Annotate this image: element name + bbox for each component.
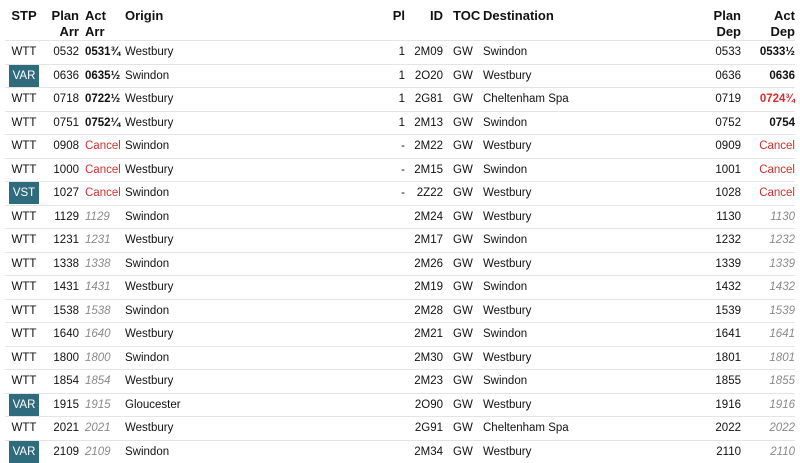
destination-cell: Swindon: [483, 111, 703, 135]
toc-cell: GW: [453, 417, 483, 441]
toc-cell: GW: [453, 229, 483, 253]
col-header-plan-arr[interactable]: Plan Arr: [43, 0, 79, 41]
stp-cell: [5, 323, 43, 347]
stp-cell: [5, 299, 43, 323]
origin-cell: Swindon: [125, 299, 375, 323]
stp-badge: VST: [9, 182, 39, 204]
plan-dep-cell: 1801: [703, 346, 751, 370]
platform-cell: [375, 393, 405, 417]
act-dep-cell: 1232: [751, 229, 795, 253]
stp-badge: WTT: [8, 276, 41, 298]
stp-badge: WTT: [8, 159, 41, 181]
destination-cell: Westbury: [483, 346, 703, 370]
act-dep-cell: 1801: [751, 346, 795, 370]
plan-arr-cell: 1854: [43, 370, 79, 394]
origin-cell: Westbury: [125, 158, 375, 182]
act-arr-cell: 1231: [79, 229, 125, 253]
headcode-cell: 2M24: [405, 205, 453, 229]
destination-cell: Swindon: [483, 276, 703, 300]
headcode-cell: 2O20: [405, 64, 453, 88]
platform-cell: -: [375, 182, 405, 206]
table-row[interactable]: [5, 111, 795, 135]
act-dep-cell: 0636: [751, 64, 795, 88]
col-header-id[interactable]: ID: [405, 0, 453, 41]
plan-arr-cell: 2109: [43, 440, 79, 463]
plan-arr-cell: 0718: [43, 88, 79, 112]
stp-badge: WTT: [8, 41, 41, 63]
table-row[interactable]: [5, 158, 795, 182]
stp-cell: [5, 182, 43, 206]
plan-arr-cell: 1000: [43, 158, 79, 182]
stp-cell: [5, 41, 43, 65]
headcode-cell: 2M26: [405, 252, 453, 276]
act-dep-cell: 0754: [751, 111, 795, 135]
headcode-cell: 2M09: [405, 41, 453, 65]
table-row[interactable]: [5, 41, 795, 65]
headcode-cell: 2M13: [405, 111, 453, 135]
col-header-toc[interactable]: TOC: [453, 0, 483, 41]
act-arr-cell: Cancel: [79, 135, 125, 159]
act-dep-cell: 0724¾: [751, 88, 795, 112]
destination-cell: Westbury: [483, 440, 703, 463]
origin-cell: Swindon: [125, 64, 375, 88]
origin-cell: Westbury: [125, 370, 375, 394]
destination-cell: Swindon: [483, 41, 703, 65]
stp-cell: [5, 64, 43, 88]
table-row[interactable]: [5, 440, 795, 463]
stp-cell: [5, 393, 43, 417]
act-arr-cell: 1431: [79, 276, 125, 300]
plan-dep-cell: 1432: [703, 276, 751, 300]
stp-badge: WTT: [8, 347, 41, 369]
plan-dep-cell: 0533: [703, 41, 751, 65]
destination-cell: Westbury: [483, 182, 703, 206]
origin-cell: Westbury: [125, 323, 375, 347]
platform-cell: [375, 323, 405, 347]
platform-cell: -: [375, 135, 405, 159]
destination-cell: Westbury: [483, 393, 703, 417]
stp-badge: WTT: [8, 370, 41, 392]
destination-cell: Westbury: [483, 299, 703, 323]
plan-arr-cell: 0908: [43, 135, 79, 159]
toc-cell: GW: [453, 88, 483, 112]
act-arr-cell: 1129: [79, 205, 125, 229]
origin-cell: Westbury: [125, 276, 375, 300]
act-arr-cell: Cancel: [79, 182, 125, 206]
toc-cell: GW: [453, 346, 483, 370]
act-arr-cell: 0722½: [79, 88, 125, 112]
table-row[interactable]: [5, 276, 795, 300]
plan-arr-cell: 1338: [43, 252, 79, 276]
act-arr-cell: 2109: [79, 440, 125, 463]
table-header-row: [5, 0, 795, 41]
origin-cell: Westbury: [125, 229, 375, 253]
table-row[interactable]: [5, 252, 795, 276]
stp-badge: VAR: [9, 441, 40, 463]
destination-cell: Swindon: [483, 370, 703, 394]
toc-cell: GW: [453, 440, 483, 463]
table-row[interactable]: [5, 346, 795, 370]
platform-cell: [375, 229, 405, 253]
plan-dep-cell: 2022: [703, 417, 751, 441]
platform-cell: [375, 205, 405, 229]
act-arr-cell: 2021: [79, 417, 125, 441]
act-dep-cell: 0533½: [751, 41, 795, 65]
act-dep-cell: 1339: [751, 252, 795, 276]
table-row[interactable]: [5, 182, 795, 206]
toc-cell: GW: [453, 276, 483, 300]
plan-dep-cell: 1916: [703, 393, 751, 417]
headcode-cell: 2M28: [405, 299, 453, 323]
stp-badge: WTT: [8, 206, 41, 228]
destination-cell: Swindon: [483, 158, 703, 182]
plan-arr-cell: 0532: [43, 41, 79, 65]
plan-dep-cell: 1339: [703, 252, 751, 276]
headcode-cell: 2M22: [405, 135, 453, 159]
act-arr-cell: 1640: [79, 323, 125, 347]
toc-cell: GW: [453, 252, 483, 276]
platform-cell: 1: [375, 88, 405, 112]
table-row[interactable]: [5, 323, 795, 347]
stp-badge: WTT: [8, 112, 41, 134]
table-row[interactable]: [5, 393, 795, 417]
origin-cell: Westbury: [125, 41, 375, 65]
stp-badge: WTT: [8, 253, 41, 275]
stp-badge: WTT: [8, 323, 41, 345]
platform-cell: [375, 440, 405, 463]
col-header-act-arr[interactable]: Act Arr: [79, 0, 125, 41]
table-row[interactable]: [5, 229, 795, 253]
act-dep-cell: Cancel: [751, 182, 795, 206]
toc-cell: GW: [453, 41, 483, 65]
table-row[interactable]: [5, 370, 795, 394]
plan-dep-cell: 1028: [703, 182, 751, 206]
toc-cell: GW: [453, 158, 483, 182]
plan-arr-cell: 0636: [43, 64, 79, 88]
platform-cell: [375, 299, 405, 323]
destination-cell: Cheltenham Spa: [483, 88, 703, 112]
headcode-cell: 2G81: [405, 88, 453, 112]
stp-cell: [5, 417, 43, 441]
plan-arr-cell: 1915: [43, 393, 79, 417]
act-arr-cell: 0531¾: [79, 41, 125, 65]
table-row[interactable]: [5, 299, 795, 323]
stp-cell: [5, 205, 43, 229]
act-dep-cell: 1539: [751, 299, 795, 323]
act-dep-cell: 2110: [751, 440, 795, 463]
col-header-act-dep[interactable]: Act Dep: [751, 0, 795, 41]
toc-cell: GW: [453, 111, 483, 135]
origin-cell: Swindon: [125, 346, 375, 370]
col-header-pl[interactable]: Pl: [375, 0, 405, 41]
destination-cell: Swindon: [483, 229, 703, 253]
plan-dep-cell: 0636: [703, 64, 751, 88]
destination-cell: Westbury: [483, 205, 703, 229]
headcode-cell: 2M23: [405, 370, 453, 394]
plan-arr-cell: 1129: [43, 205, 79, 229]
col-header-stp[interactable]: STP: [5, 0, 43, 41]
origin-cell: Swindon: [125, 205, 375, 229]
table-row[interactable]: [5, 88, 795, 112]
platform-cell: 1: [375, 64, 405, 88]
plan-dep-cell: 1855: [703, 370, 751, 394]
destination-cell: Westbury: [483, 252, 703, 276]
departures-table: [5, 0, 795, 463]
platform-cell: [375, 370, 405, 394]
act-dep-cell: 1130: [751, 205, 795, 229]
stp-cell: [5, 370, 43, 394]
toc-cell: GW: [453, 370, 483, 394]
plan-arr-cell: 1538: [43, 299, 79, 323]
toc-cell: GW: [453, 393, 483, 417]
plan-arr-cell: 2021: [43, 417, 79, 441]
stp-badge: VAR: [9, 394, 40, 416]
platform-cell: [375, 417, 405, 441]
col-header-origin[interactable]: Origin: [125, 0, 375, 41]
act-arr-cell: 1800: [79, 346, 125, 370]
platform-cell: 1: [375, 111, 405, 135]
platform-cell: 1: [375, 41, 405, 65]
table-row[interactable]: [5, 417, 795, 441]
platform-cell: [375, 276, 405, 300]
stp-badge: WTT: [8, 135, 41, 157]
plan-dep-cell: 1641: [703, 323, 751, 347]
toc-cell: GW: [453, 205, 483, 229]
plan-arr-cell: 0751: [43, 111, 79, 135]
headcode-cell: 2M15: [405, 158, 453, 182]
stp-cell: [5, 252, 43, 276]
origin-cell: Swindon: [125, 440, 375, 463]
stp-badge: WTT: [8, 417, 41, 439]
stp-cell: [5, 88, 43, 112]
plan-dep-cell: 1232: [703, 229, 751, 253]
headcode-cell: 2G91: [405, 417, 453, 441]
table-body: [5, 41, 795, 463]
table-row[interactable]: [5, 135, 795, 159]
toc-cell: GW: [453, 182, 483, 206]
act-dep-cell: 1855: [751, 370, 795, 394]
act-dep-cell: 1432: [751, 276, 795, 300]
act-arr-cell: 0635½: [79, 64, 125, 88]
headcode-cell: 2M30: [405, 346, 453, 370]
plan-dep-cell: 2110: [703, 440, 751, 463]
headcode-cell: 2M19: [405, 276, 453, 300]
plan-dep-cell: 0719: [703, 88, 751, 112]
stp-cell: [5, 276, 43, 300]
toc-cell: GW: [453, 64, 483, 88]
plan-dep-cell: 1001: [703, 158, 751, 182]
plan-arr-cell: 1800: [43, 346, 79, 370]
plan-dep-cell: 0909: [703, 135, 751, 159]
origin-cell: Swindon: [125, 252, 375, 276]
act-dep-cell: 2022: [751, 417, 795, 441]
origin-cell: Westbury: [125, 111, 375, 135]
act-dep-cell: 1916: [751, 393, 795, 417]
stp-cell: [5, 229, 43, 253]
toc-cell: GW: [453, 135, 483, 159]
stp-badge: WTT: [8, 229, 41, 251]
headcode-cell: 2O90: [405, 393, 453, 417]
stp-cell: [5, 158, 43, 182]
origin-cell: Westbury: [125, 88, 375, 112]
destination-cell: Swindon: [483, 323, 703, 347]
headcode-cell: 2M21: [405, 323, 453, 347]
act-dep-cell: Cancel: [751, 135, 795, 159]
plan-arr-cell: 1431: [43, 276, 79, 300]
origin-cell: Westbury: [125, 417, 375, 441]
act-arr-cell: Cancel: [79, 158, 125, 182]
origin-cell: Swindon: [125, 182, 375, 206]
headcode-cell: 2M34: [405, 440, 453, 463]
plan-dep-cell: 0752: [703, 111, 751, 135]
plan-arr-cell: 1640: [43, 323, 79, 347]
col-header-plan-dep[interactable]: Plan Dep: [703, 0, 751, 41]
stp-cell: [5, 346, 43, 370]
headcode-cell: 2M17: [405, 229, 453, 253]
destination-cell: Cheltenham Spa: [483, 417, 703, 441]
plan-dep-cell: 1130: [703, 205, 751, 229]
origin-cell: Swindon: [125, 135, 375, 159]
act-dep-cell: Cancel: [751, 158, 795, 182]
plan-dep-cell: 1539: [703, 299, 751, 323]
platform-cell: [375, 346, 405, 370]
act-arr-cell: 1854: [79, 370, 125, 394]
act-arr-cell: 1915: [79, 393, 125, 417]
col-header-destination[interactable]: Destination: [483, 0, 703, 41]
act-dep-cell: 1641: [751, 323, 795, 347]
stp-badge: WTT: [8, 300, 41, 322]
headcode-cell: 2Z22: [405, 182, 453, 206]
stp-badge: WTT: [8, 88, 41, 110]
origin-cell: Gloucester: [125, 393, 375, 417]
stp-badge: VAR: [9, 65, 40, 87]
stp-cell: [5, 111, 43, 135]
platform-cell: -: [375, 158, 405, 182]
stp-cell: [5, 440, 43, 463]
plan-arr-cell: 1231: [43, 229, 79, 253]
toc-cell: GW: [453, 323, 483, 347]
platform-cell: [375, 252, 405, 276]
act-arr-cell: 1538: [79, 299, 125, 323]
stp-cell: [5, 135, 43, 159]
table-row[interactable]: [5, 64, 795, 88]
table-row[interactable]: [5, 205, 795, 229]
act-arr-cell: 1338: [79, 252, 125, 276]
destination-cell: Westbury: [483, 135, 703, 159]
toc-cell: GW: [453, 299, 483, 323]
destination-cell: Westbury: [483, 64, 703, 88]
act-arr-cell: 0752¼: [79, 111, 125, 135]
plan-arr-cell: 1027: [43, 182, 79, 206]
